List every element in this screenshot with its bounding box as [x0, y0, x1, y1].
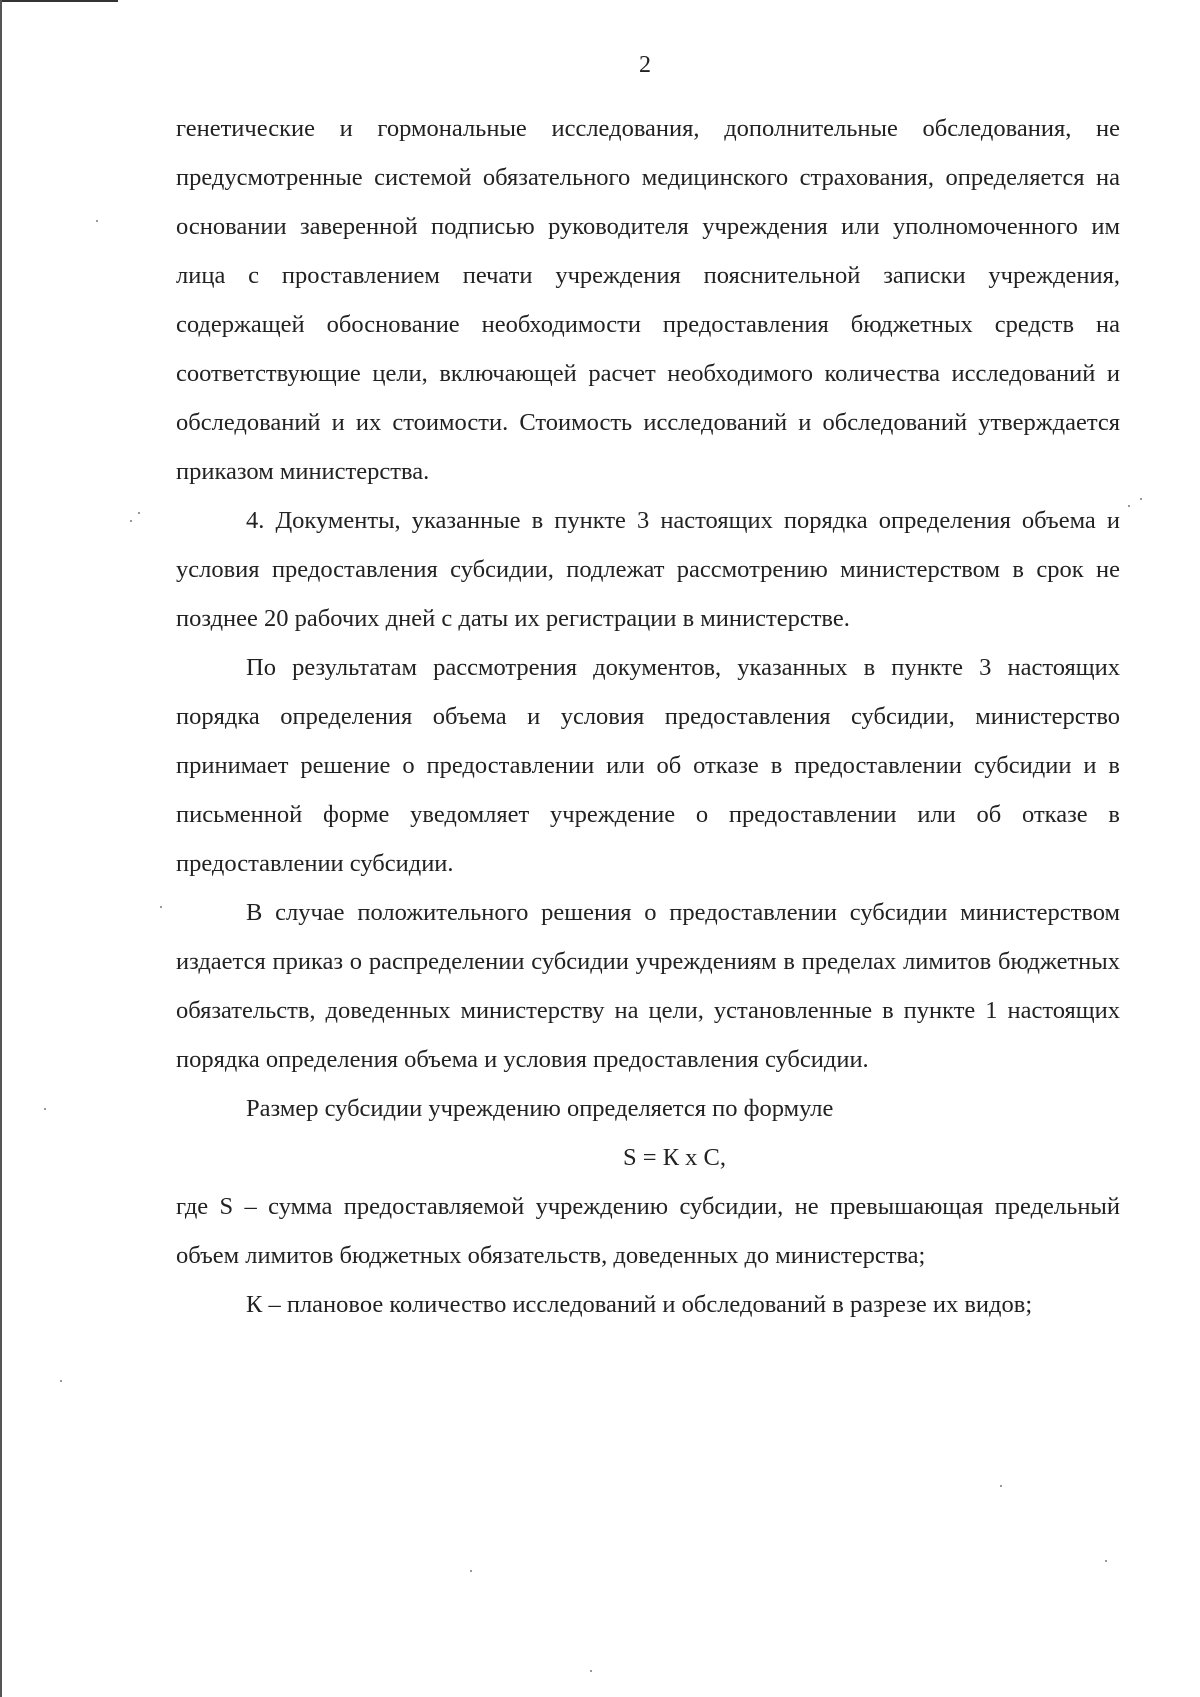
scan-speck	[590, 1670, 592, 1672]
paragraph-item-4: 4. Документы, указанные в пункте 3 настоящих порядка определения объема и условия предоставления субсидии, подлежат рассмотрению министерством в срок не позднее 20 рабочих дней с даты их регистрации в министерстве.	[176, 507, 1120, 632]
scan-speck	[1140, 498, 1142, 500]
paragraph-formula-s: где S – сумма предоставляемой учреждению субсидии, не превышающая предельный объем лимитов бюджетных обязательств, доведенных до министерства;	[176, 1193, 1120, 1269]
scan-speck	[138, 512, 140, 514]
scan-speck	[1128, 505, 1130, 507]
scan-speck	[44, 1108, 46, 1110]
scan-speck	[470, 1570, 472, 1572]
scan-speck	[130, 520, 132, 522]
scan-speck	[1105, 1560, 1107, 1562]
paragraph-positive-decision: В случае положительного решения о предоставлении субсидии министерством издается приказ о распределении субсидии учреждениям в пределах лимитов бюджетных обязательств, доведенных министерству на цели, установленные в пункте 1 настоящих порядка определения объема и условия предоставления субсидии.	[176, 899, 1120, 1073]
scan-speck	[160, 906, 162, 908]
subsidy-formula: S = К х С,	[623, 1144, 727, 1171]
scan-speck	[1000, 1485, 1002, 1487]
paragraph-continuation: генетические и гормональные исследования, дополнительные обследования, не предусмотренные системой обязательного медицинского страхования, определяется на основании заверенной подписью руководителя учреждения или уполномоченного им лица с проставлением печати учреждения пояснительной записки учреждения, содержащей обоснование необходимости предоставления бюджетных средств на соответствующие цели, включающей расчет необходимого количества исследований и обследований и их стоимости. Стоимость исследований и обследований утверждается приказом министерства.	[176, 115, 1120, 485]
scan-speck	[96, 220, 98, 222]
paragraph-review-results: По результатам рассмотрения документов, указанных в пункте 3 настоящих порядка определения объема и условия предоставления субсидии, министерство принимает решение о предоставлении или об отказе в предоставлении субсидии и в письменной форме уведомляет учреждение о предоставлении или об отказе в предоставлении субсидии.	[176, 654, 1120, 877]
scan-edge-top	[0, 0, 118, 2]
paragraph-formula-intro: Размер субсидии учреждению определяется по формуле	[246, 1095, 834, 1122]
scan-edge-left	[0, 0, 2, 1697]
page-number: 2	[639, 52, 651, 78]
document-body	[176, 104, 1120, 1329]
scan-speck	[60, 1380, 62, 1382]
paragraph-formula-k: К – плановое количество исследований и обследований в разрезе их видов;	[246, 1291, 1033, 1318]
